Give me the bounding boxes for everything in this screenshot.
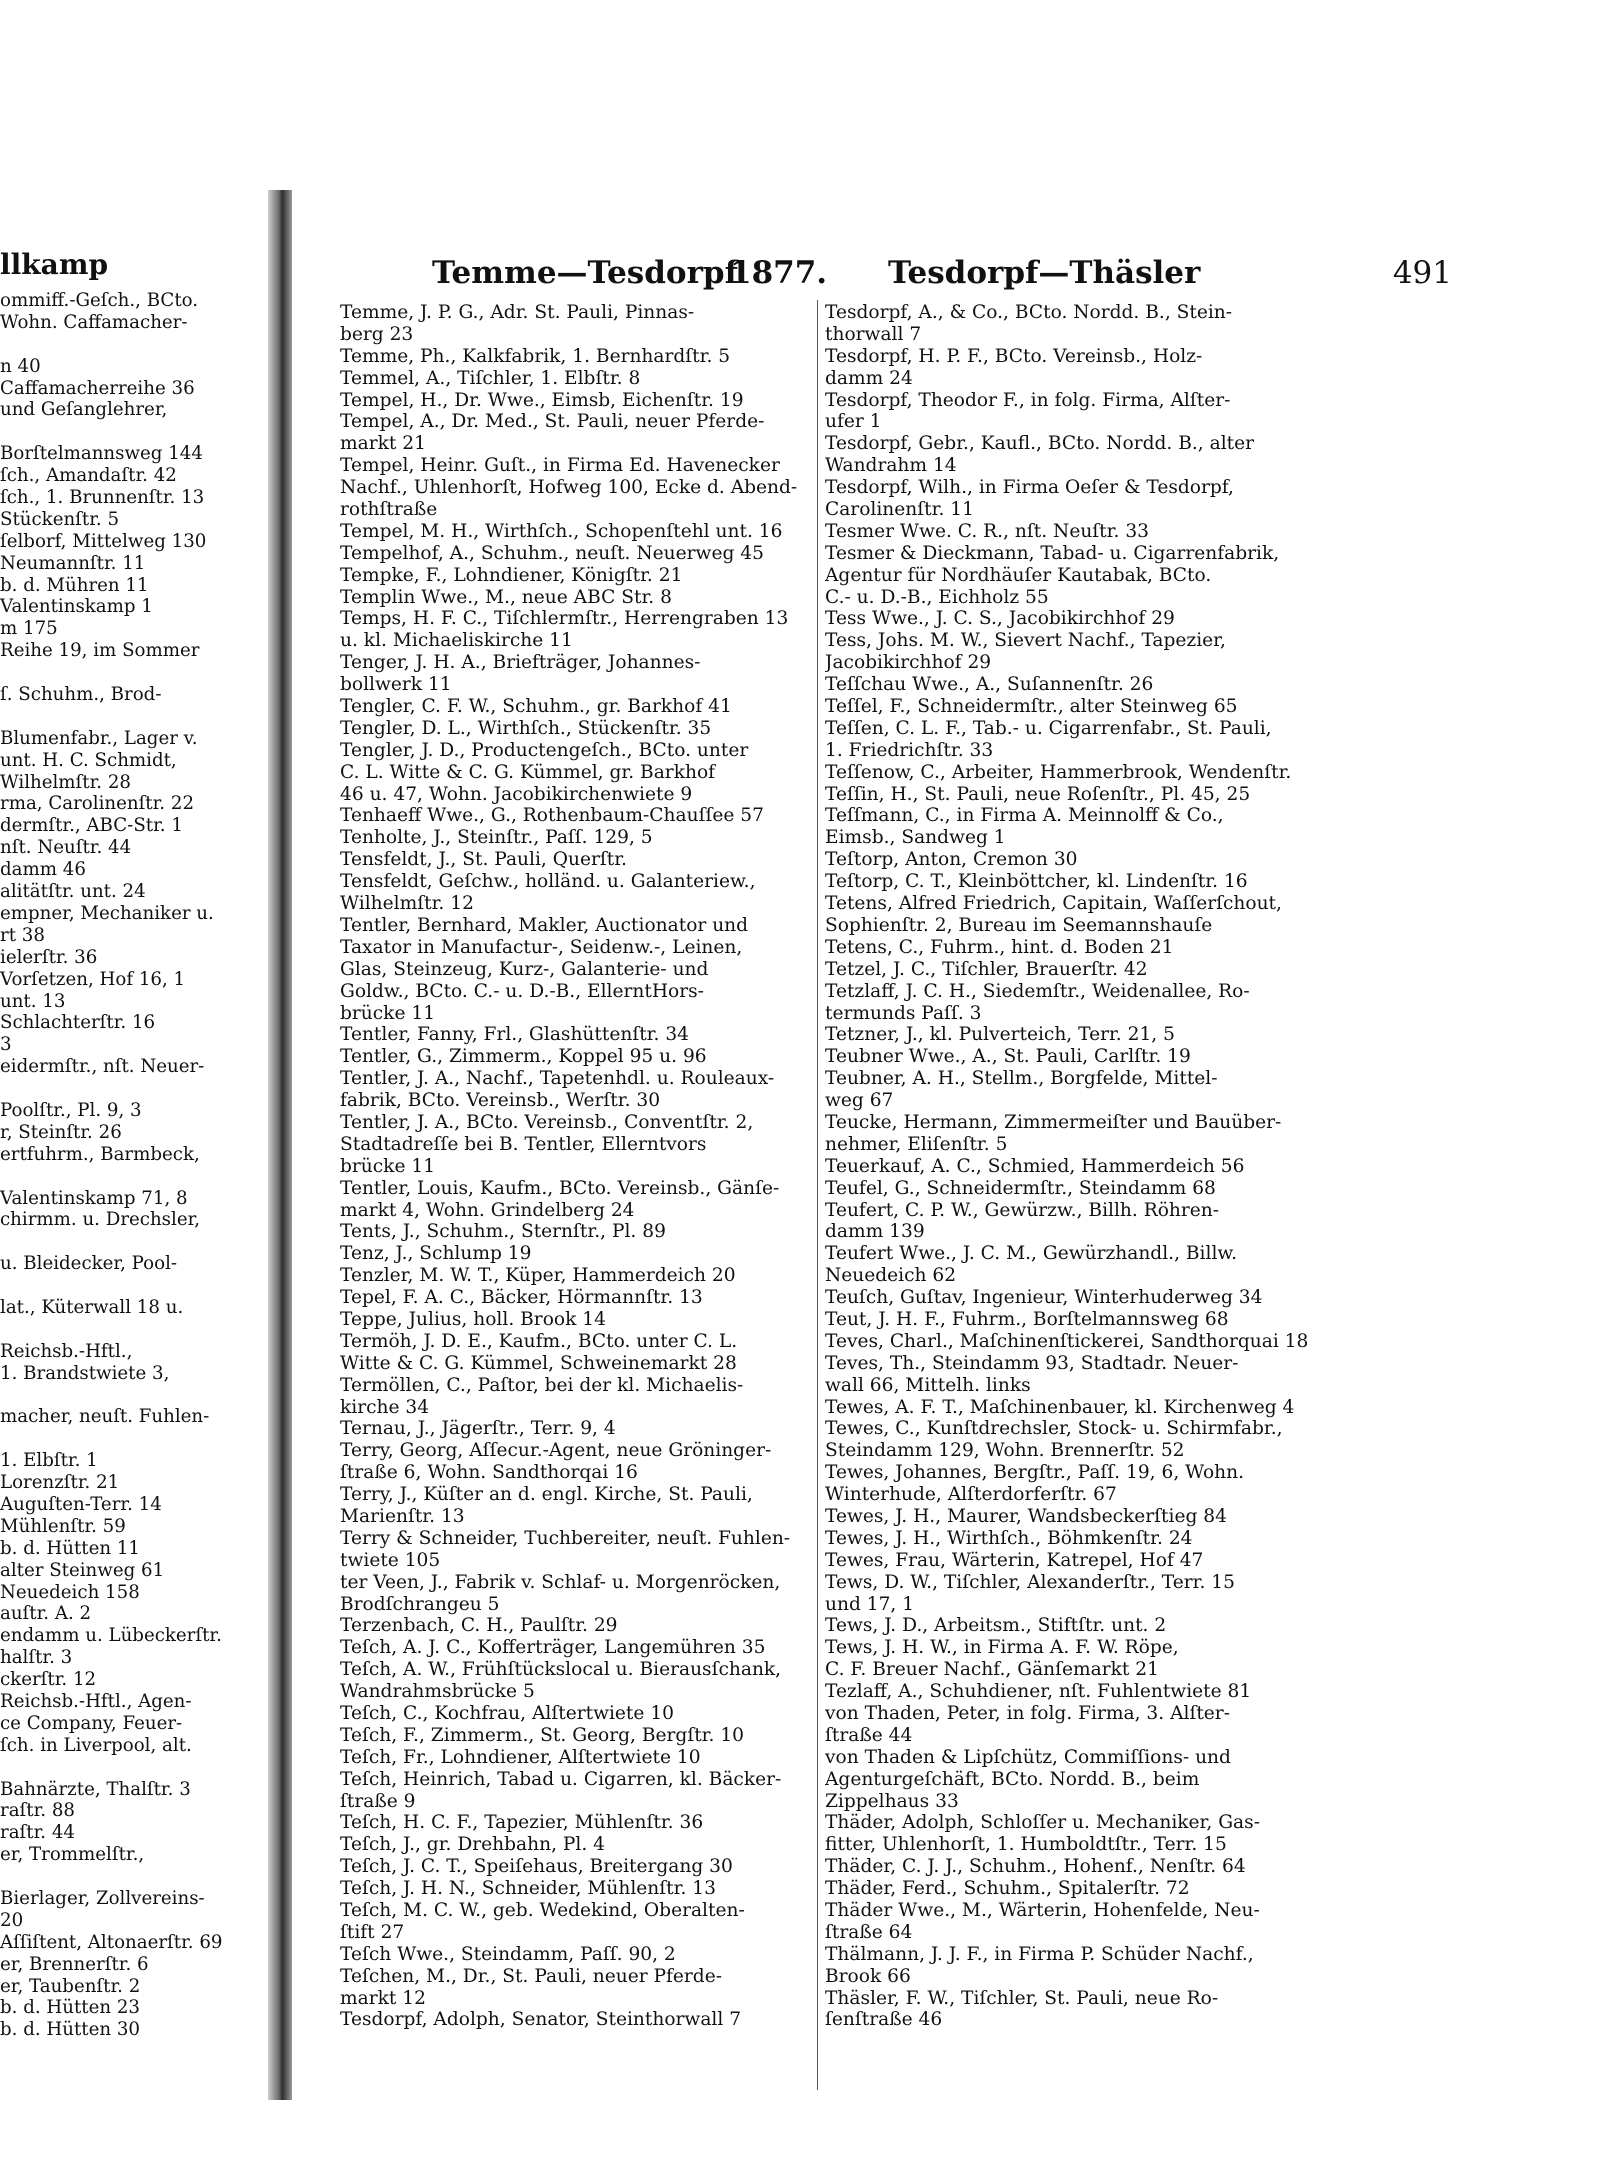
directory-line: empner, Mechaniker u. [0,902,214,924]
directory-line: Tenzler, M. W. T., Küper, Hammerdeich 20 [340,1265,736,1287]
directory-line: Teſſchau Wwe., A., Suſannenſtr. 26 [825,674,1154,696]
directory-line: Tess, Johs. M. W., Sievert Nachf., Tapezier, [825,630,1226,652]
directory-line: Tenhaeff Wwe., G., Rothenbaum-Chauſſee 57 [340,805,764,827]
directory-line: Tesdorpf, Theodor F., in folg. Firma, Alſter- [825,389,1231,411]
directory-line: halſtr. 3 [0,1647,73,1669]
directory-line: Tewes, J. H., Wirthſch., Böhmkenſtr. 24 [825,1527,1193,1549]
directory-line: Tesdorpf, Adolph, Senator, Steinthorwall 7 [340,2009,742,2031]
directory-line: Wandrahmsbrücke 5 [340,1681,535,1703]
directory-line [0,1231,268,1253]
directory-line: damm 46 [0,859,86,881]
directory-line: Tentler, G., Zimmerm., Koppel 95 u. 96 [340,1046,707,1068]
directory-line: Teſch, A. J. C., Kofferträger, Langemühren 35 [340,1637,766,1659]
directory-line: dermſtr., ABC-Str. 1 [0,815,183,837]
directory-line: Bahnärzte, Thalſtr. 3 [0,1778,191,1800]
directory-line: Thälmann, J. J. F., in Firma P. Schüder Nachf., [825,1943,1254,1965]
right-page [292,0,1600,2177]
directory-line: Agenturgeſchäft, BCto. Nordd. B., beim [825,1768,1200,1790]
directory-line: twiete 105 [340,1549,441,1571]
directory-line: Poolſtr., Pl. 9, 3 [0,1099,142,1121]
directory-line: ielerſtr. 36 [0,946,98,968]
directory-line: chirmm. u. Drechsler, [0,1209,201,1231]
directory-line [0,1385,268,1407]
directory-line: Tetens, Alfred Friedrich, Capitain, Waſſerſchout, [825,893,1282,915]
directory-line: Tews, D. W., Tiſchler, Alexanderſtr., Terr. 15 [825,1571,1235,1593]
directory-line: ſch., Amandaſtr. 42 [0,465,177,487]
directory-line: Teufert Wwe., J. C. M., Gewürzhandl., Billw. [825,1243,1238,1265]
directory-line: er, Brennerſtr. 6 [0,1953,149,1975]
directory-line: Tewes, C., Kunſtdrechsler, Stock- u. Schirmfabr., [825,1418,1283,1440]
directory-line: Borſtelmannsweg 144 [0,443,203,465]
directory-line: Temps, H. F. C., Tiſchlermſtr., Herrengraben 13 [340,608,789,630]
directory-line: Caffamacherreihe 36 [0,377,195,399]
left-page-fragment [0,0,268,2177]
directory-line: Teves, Charl., Maſchinenſtickerei, Sandthorquai 18 [825,1330,1309,1352]
directory-line: ce Company, Feuer- [0,1712,183,1734]
directory-line: Agentur für Nordhäuſer Kautabak, BCto. [825,564,1212,586]
directory-line: Terry & Schneider, Tuchbereiter, neuſt. Fuhlen- [340,1527,791,1549]
directory-line: Teubner Wwe., A., St. Pauli, Carlſtr. 19 [825,1046,1191,1068]
directory-line: Teufel, G., Schneidermſtr., Steindamm 68 [825,1177,1216,1199]
directory-line: brücke 11 [340,1002,436,1024]
directory-line: ſtift 27 [340,1921,405,1943]
directory-line: ſ. Schuhm., Brod- [0,684,162,706]
directory-line: Tetzel, J. C., Tiſchler, Brauerſtr. 42 [825,958,1148,980]
directory-line: Tensfeldt, Geſchw., holländ. u. Galanteriew., [340,871,756,893]
directory-line: Terry, Georg, Aſſecur.-Agent, neue Gröninger- [340,1440,772,1462]
directory-line: unt. H. C. Schmidt, [0,749,177,771]
directory-line: er, Taubenſtr. 2 [0,1975,141,1997]
directory-line: Temme, Ph., Kalkfabrik, 1. Bernhardſtr. 5 [340,345,731,367]
directory-line [0,1319,268,1341]
directory-line: ſenſtraße 46 [825,2009,943,2031]
directory-line: u. Bleidecker, Pool- [0,1253,178,1275]
directory-line: Teſch, A. W., Frühſtückslocal u. Bierausſchank, [340,1659,782,1681]
directory-line: Neuedeich 62 [825,1265,957,1287]
directory-line: Schlachterſtr. 16 [0,1012,156,1034]
directory-line: Tezlaff, A., Schuhdiener, nſt. Fuhlentwiete 81 [825,1681,1252,1703]
directory-line [0,706,268,728]
directory-line: Tetzlaff, J. C. H., Siedemſtr., Weidenallee, Ro- [825,980,1250,1002]
page-header [432,255,1452,301]
directory-line: damm 139 [825,1221,925,1243]
directory-line: markt 12 [340,1987,426,2009]
book-gutter [268,190,292,2100]
directory-line: Wilhelmſtr. 12 [340,893,474,915]
directory-line: Nachf., Uhlenhorſt, Hofweg 100, Ecke d. Abend- [340,477,798,499]
directory-line: r, Steinſtr. 26 [0,1121,122,1143]
directory-line: ufer 1 [825,411,882,433]
directory-line: C.- u. D.-B., Eichholz 55 [825,586,1049,608]
directory-line: ter Veen, J., Fabrik v. Schlaf- u. Morgenröcken, [340,1571,781,1593]
directory-line: Tesdorpf, A., & Co., BCto. Nordd. B., Stein- [825,302,1233,323]
directory-line: termunds Paſſ. 3 [825,1002,982,1024]
directory-line: Teſch, H. C. F., Tapezier, Mühlenſtr. 36 [340,1812,704,1834]
directory-line: Teſchen, M., Dr., St. Pauli, neuer Pferde- [340,1965,722,1987]
directory-line: Tentler, Bernhard, Makler, Auctionator und [340,914,749,936]
header-year: 1877. [730,255,828,291]
directory-line: Stückenſtr. 5 [0,508,120,530]
directory-line: Tempel, A., Dr. Med., St. Pauli, neuer Pferde- [340,411,765,433]
directory-line: kirche 34 [340,1396,430,1418]
directory-line: Tents, J., Schuhm., Sternſtr., Pl. 89 [340,1221,666,1243]
directory-line: thorwall 7 [825,323,922,345]
directory-line: Teſtorp, C. T., Kleinböttcher, kl. Lindenſtr. 16 [825,871,1248,893]
header-range-end: Tesdorpf—Thäsler [888,255,1201,291]
directory-line: Thäsler, F. W., Tiſchler, St. Pauli, neue Ro- [825,1987,1219,2009]
directory-line: 3 [0,1034,12,1056]
directory-line: Thäder, Adolph, Schloſſer u. Mechaniker, Gas- [825,1812,1260,1834]
directory-line: Terry, J., Küſter an d. engl. Kirche, St. Pauli, [340,1484,753,1506]
directory-line: raſtr. 88 [0,1800,75,1822]
directory-line: Teves, Th., Steindamm 93, Stadtadr. Neuer- [825,1352,1239,1374]
directory-line [0,334,268,356]
directory-line: Reichsb.-Hftl., Agen- [0,1691,192,1712]
directory-line: markt 21 [340,433,426,455]
directory-line: rma, Carolinenſtr. 22 [0,793,195,815]
directory-line: Tengler, C. F. W., Schuhm., gr. Barkhof 41 [340,696,732,718]
directory-line: Tempel, H., Dr. Wwe., Eimsb, Eichenſtr. 19 [340,389,744,411]
directory-line: von Thaden, Peter, in folg. Firma, 3. Alſter- [825,1703,1230,1724]
directory-line: ſch., 1. Brunnenſtr. 13 [0,487,205,509]
directory-line: Teut, J. H. F., Fuhrm., Borſtelmannsweg 68 [825,1308,1229,1330]
directory-line: raſtr. 44 [0,1822,75,1844]
directory-line: brücke 11 [340,1155,436,1177]
directory-line: Teſch, J. H. N., Schneider, Mühlenſtr. 13 [340,1878,716,1900]
directory-line: auſtr. A. 2 [0,1603,92,1625]
directory-line: Teſſin, H., St. Pauli, neue Roſenſtr., Pl. 45, 25 [825,783,1251,805]
directory-line: Thäder, Ferd., Schuhm., Spitalerſtr. 72 [825,1878,1190,1900]
directory-line: ckerſtr. 12 [0,1669,97,1691]
directory-line: markt 4, Wohn. Grindelberg 24 [340,1199,635,1221]
directory-line: Teſſenow, C., Arbeiter, Hammerbrook, Wendenſtr. [825,761,1292,783]
directory-line: Tesdorpf, H. P. F., BCto. Vereinsb., Holz- [825,345,1203,367]
directory-line: Tempelhof, A., Schuhm., neuſt. Neuerweg 45 [340,542,764,564]
directory-line: ſtraße 44 [825,1724,913,1746]
directory-line: ommiff.-Geſch., BCto. [0,290,199,311]
column-divider [817,300,818,2090]
directory-line: Teſch, M. C. W., geb. Wedekind, Oberalten- [340,1900,745,1922]
directory-line: fabrik, BCto. Vereinsb., Werſtr. 30 [340,1090,661,1112]
directory-line: Teuerkauf, A. C., Schmied, Hammerdeich 56 [825,1155,1245,1177]
directory-line: nſt. Neuſtr. 44 [0,837,132,859]
directory-line: alitätſtr. unt. 24 [0,881,146,903]
directory-line: nehmer, Eliſenſtr. 5 [825,1133,1008,1155]
directory-line: macher, neuſt. Fuhlen- [0,1406,210,1428]
directory-line: ſtraße 9 [340,1790,416,1812]
directory-line: Tess Wwe., J. C. S., Jacobikirchhof 29 [825,608,1175,630]
directory-line: Tewes, Johannes, Bergſtr., Paſſ. 19, 6, Wohn. [825,1462,1245,1484]
directory-line: Blumenfabr., Lager v. [0,727,198,749]
directory-line: Tesdorpf, Gebr., Kaufl., BCto. Nordd. B., alter [825,433,1255,455]
directory-line: Brodſchrangeu 5 [340,1593,500,1615]
directory-line: Tentler, Louis, Kaufm., BCto. Vereinsb., Gänſe- [340,1177,780,1199]
directory-line: 1. Brandstwiete 3, [0,1362,170,1384]
directory-line: Reihe 19, im Sommer [0,640,200,662]
directory-line: 46 u. 47, Wohn. Jacobikirchenwiete 9 [340,783,693,805]
directory-line: b. d. Mühren 11 [0,574,149,596]
directory-line: b. d. Hütten 11 [0,1537,141,1559]
directory-line [0,421,268,443]
directory-line: endamm u. Lübeckerſtr. [0,1625,222,1647]
directory-line: Termöllen, C., Paſtor, bei der kl. Michaelis- [340,1374,744,1396]
directory-line: Thäder Wwe., M., Wärterin, Hohenfelde, Neu- [825,1900,1260,1922]
directory-line: Stadtadreſſe bei B. Tentler, Ellerntvors [340,1133,707,1155]
directory-line: Tews, J. D., Arbeitsm., Stiftſtr. unt. 2 [825,1615,1167,1637]
directory-line: Neumannſtr. 11 [0,552,146,574]
directory-line: u. kl. Michaeliskirche 11 [340,630,573,652]
directory-line: Witte & C. G. Kümmel, Schweinemarkt 28 [340,1352,737,1374]
directory-line: Steindamm 129, Wohn. Brennerſtr. 52 [825,1440,1185,1462]
directory-line: Teppe, Julius, holl. Brook 14 [340,1308,606,1330]
directory-line: Tetens, C., Fuhrm., hint. d. Boden 21 [825,936,1174,958]
directory-line: b. d. Hütten 23 [0,1997,141,2019]
directory-line: Auguſten-Terr. 14 [0,1493,162,1515]
directory-line: Teſſen, C. L. F., Tab.- u. Cigarrenfabr., St. Pauli, [825,717,1272,739]
directory-line: Valentinskamp 1 [0,596,153,618]
directory-line: Tengler, J. D., Productengeſch., BCto. unter [340,739,749,761]
directory-line [0,1166,268,1188]
directory-line: Neuedeich 158 [0,1581,140,1603]
directory-line: Teubner, A. H., Stellm., Borgfelde, Mittel- [825,1068,1218,1090]
directory-line: b. d. Hütten 30 [0,2019,141,2041]
directory-line: Templin Wwe., M., neue ABC Str. 8 [340,586,672,608]
directory-line: Teſch, F., Zimmerm., St. Georg, Bergſtr. 10 [340,1724,745,1746]
directory-line: Teſch, J., gr. Drehbahn, Pl. 4 [340,1834,606,1856]
directory-line: Ternau, J., Jägerſtr., Terr. 9, 4 [340,1418,616,1440]
directory-line: Wohn. Caffamacher- [0,311,188,333]
directory-line: Glas, Steinzeug, Kurz-, Galanterie- und [340,958,709,980]
directory-line: Tetzner, J., kl. Pulverteich, Terr. 21, 5 [825,1024,1175,1046]
directory-line: ertfuhrm., Barmbeck, [0,1143,200,1165]
directory-line: Temme, J. P. G., Adr. St. Pauli, Pinnas- [340,302,695,323]
directory-line: 1. Friedrichſtr. 33 [825,739,994,761]
directory-line: Marienſtr. 13 [340,1505,465,1527]
directory-line: berg 23 [340,323,414,345]
directory-line: Tepel, F. A. C., Bäcker, Hörmannſtr. 13 [340,1287,703,1309]
directory-line: er, Trommelſtr., [0,1844,145,1866]
directory-line: Winterhude, Alſterdorferſtr. 67 [825,1484,1117,1506]
directory-line [0,1275,268,1297]
directory-line: ſtraße 64 [825,1921,913,1943]
directory-line: 20 [0,1909,24,1931]
directory-line: Eimsb., Sandweg 1 [825,827,1006,849]
directory-line: Termöh, J. D. E., Kaufm., BCto. unter C. L. [340,1330,738,1352]
directory-column-right [825,302,1325,2031]
directory-line: C. L. Witte & C. G. Kümmel, gr. Barkhof [340,761,716,783]
directory-line: Sophienſtr. 2, Bureau im Seemannshauſe [825,914,1213,936]
directory-line: ſtraße 6, Wohn. Sandthorqai 16 [340,1462,638,1484]
directory-line: Terzenbach, C. H., Paulſtr. 29 [340,1615,618,1637]
directory-line: Wilhelmſtr. 28 [0,771,131,793]
directory-line: Carolinenſtr. 11 [825,499,974,521]
directory-line [0,1866,268,1888]
directory-line: Lorenzſtr. 21 [0,1472,120,1494]
directory-line: Thäder, C. J. J., Schuhm., Hohenf., Nenſtr. 64 [825,1856,1246,1878]
directory-line: Teſch Wwe., Steindamm, Paſſ. 90, 2 [340,1943,676,1965]
directory-line: Teſch, Fr., Lohndiener, Alſtertwiete 10 [340,1746,701,1768]
directory-line: Tews, J. H. W., in Firma A. F. W. Röpe, [825,1637,1179,1659]
directory-line: und 17, 1 [825,1593,915,1615]
directory-line: Tensfeldt, J., St. Pauli, Querſtr. [340,849,627,871]
directory-line: C. F. Breuer Nachf., Gänſemarkt 21 [825,1659,1159,1681]
directory-line: Tempel, Heinr. Guſt., in Firma Ed. Havenecker [340,455,780,477]
directory-line: Temmel, A., Tiſchler, 1. Elbſtr. 8 [340,367,641,389]
directory-line: Tewes, A. F. T., Maſchinenbauer, kl. Kirchenweg 4 [825,1396,1295,1418]
directory-line: Tesmer Wwe. C. R., nſt. Neuſtr. 33 [825,520,1149,542]
directory-line: Tempke, F., Lohndiener, Königſtr. 21 [340,564,683,586]
directory-line [0,662,268,684]
directory-line: 1. Elbſtr. 1 [0,1450,98,1472]
directory-line: Reichsb.-Hftl., [0,1340,133,1362]
directory-column-left [340,302,853,2031]
directory-line: Tenz, J., Schlump 19 [340,1243,532,1265]
directory-line: Goldw., BCto. C.- u. D.-B., EllerntHors- [340,980,704,1002]
directory-line: ſch. in Liverpool, alt. [0,1734,192,1756]
header-range-start: Temme—Tesdorpf [432,255,738,291]
directory-line: Vorſetzen, Hof 16, 1 [0,968,186,990]
directory-line: ſelborf, Mittelweg 130 [0,530,207,552]
directory-line: von Thaden & Lipſchütz, Commiſſions- und [825,1746,1231,1768]
left-page-header: llkamp [0,248,109,281]
directory-line: Jacobikirchhof 29 [825,652,992,674]
directory-line: Tentler, Fanny, Frl., Glashüttenſtr. 34 [340,1024,690,1046]
directory-line: Teſſel, F., Schneidermſtr., alter Steinweg 65 [825,696,1238,718]
left-page-entries [0,290,268,2041]
directory-line: Tempel, M. H., Wirthſch., Schopenſtehl unt. 16 [340,520,783,542]
directory-line: Tenger, J. H. A., Briefträger, Johannes- [340,652,701,674]
directory-line: fitter, Uhlenhorſt, 1. Humboldtſtr., Terr. 15 [825,1834,1227,1856]
directory-line: unt. 13 [0,990,66,1012]
directory-line: damm 24 [825,367,913,389]
directory-line: eidermſtr., nſt. Neuer- [0,1056,205,1078]
directory-line: Tentler, J. A., Nachf., Tapetenhdl. u. Rouleaux- [340,1068,775,1090]
directory-line: Tengler, D. L., Wirthſch., Stückenſtr. 35 [340,717,712,739]
directory-line [0,1428,268,1450]
directory-line [0,1078,268,1100]
directory-line: lat., Küterwall 18 u. [0,1296,184,1318]
directory-line: bollwerk 11 [340,674,452,696]
directory-line: Teufert, C. P. W., Gewürzw., Billh. Röhren- [825,1199,1220,1221]
directory-line: Taxator in Manufactur-, Seidenw.-, Leinen, [340,936,743,958]
page-number: 491 [1392,255,1452,291]
directory-line: Wandrahm 14 [825,455,957,477]
directory-line: Teſſmann, C., in Firma A. Meinnolff & Co., [825,805,1224,827]
directory-line [0,1757,268,1779]
directory-line: rt 38 [0,924,45,946]
directory-line: Teſch, C., Kochfrau, Alſtertwiete 10 [340,1703,674,1724]
directory-line: rothſtraße [340,499,438,521]
directory-line: Mühlenſtr. 59 [0,1515,126,1537]
directory-line: Brook 66 [825,1965,911,1987]
directory-line: und Geſanglehrer, [0,399,168,421]
directory-line: Teſtorp, Anton, Cremon 30 [825,849,1078,871]
directory-line: alter Steinweg 61 [0,1559,165,1581]
directory-line: Tesdorpf, Wilh., in Firma Oeſer & Tesdorpf, [825,477,1234,499]
directory-line: n 40 [0,355,41,377]
directory-line: m 175 [0,618,58,640]
directory-line: Teucke, Hermann, Zimmermeiſter und Bauüber- [825,1111,1282,1133]
directory-line: Tewes, Frau, Wärterin, Katrepel, Hof 47 [825,1549,1204,1571]
directory-line: Tesmer & Dieckmann, Tabad- u. Cigarrenfabrik, [825,542,1280,564]
directory-line: weg 67 [825,1090,894,1112]
directory-line: Teſch, Heinrich, Tabad u. Cigarren, kl. Bäcker- [340,1768,782,1790]
directory-line: Tewes, J. H., Maurer, Wandsbeckerſtieg 84 [825,1505,1227,1527]
directory-line: Teuſch, Guſtav, Ingenieur, Winterhuderweg 34 [825,1287,1263,1309]
directory-line: Tentler, J. A., BCto. Vereinsb., Conventſtr. 2, [340,1111,754,1133]
directory-line: Aſſiſtent, Altonaerſtr. 69 [0,1931,223,1953]
directory-line: Zippelhaus 33 [825,1790,959,1812]
directory-line: Teſch, J. C. T., Speiſehaus, Breitergang 30 [340,1856,733,1878]
directory-line: Valentinskamp 71, 8 [0,1187,188,1209]
directory-line: Tenholte, J., Steinſtr., Paſſ. 129, 5 [340,827,653,849]
directory-line: wall 66, Mittelh. links [825,1374,1031,1396]
directory-line: Bierlager, Zollvereins- [0,1888,205,1910]
